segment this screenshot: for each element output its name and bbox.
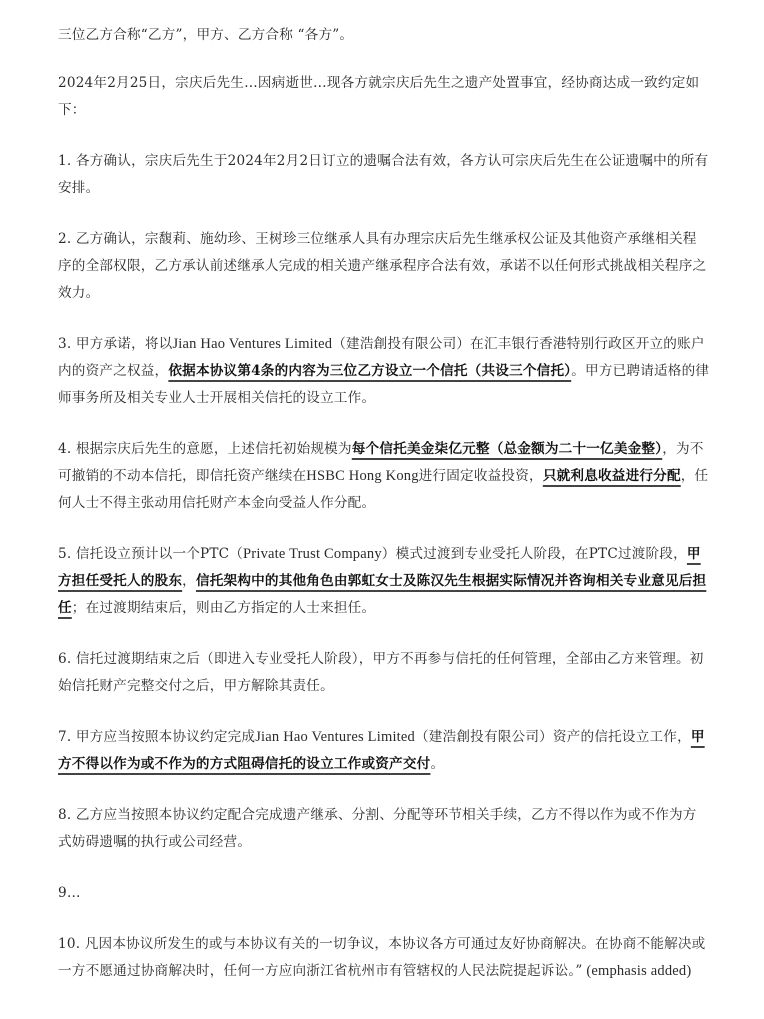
clause-10 — [58, 931, 710, 985]
intro-text: 三位乙方合称“乙方”，甲方、乙方合称 “各方”。 — [58, 27, 354, 43]
clause-8 — [58, 802, 710, 856]
clause-4-text-d: ，任何人士不得主张动用信托财产本金向受益人作分配。 — [58, 468, 709, 511]
clause-3-text-c: 。甲方已聘请适格的律师事务所及相关专业人士开展相关信托的设立工作。 — [58, 363, 710, 406]
clause-7-text-c: 。 — [430, 756, 445, 772]
clause-5-text-c: ， — [182, 573, 196, 589]
emphasis-added-note: (emphasis added) — [582, 963, 692, 979]
document-page — [58, 22, 710, 1009]
clause-4-text-c: 进行固定收益投资， — [418, 468, 543, 484]
clause-2-text: 2. 乙方确认，宗馥莉、施幼珍、王树珍三位继承人具有办理宗庆后先生继承权公证及其他资产承继相关程序的全部权限，乙方承认前述继承人完成的相关遗产继承程序合法有效，承诺不以任何形式挑战相关程序之效力。 — [58, 231, 707, 301]
clause-3-text-a: 3. 甲方承诺，将以 — [58, 336, 173, 352]
clause-7 — [58, 724, 710, 778]
clause-4-bank-name: HSBC Hong Kong — [306, 468, 419, 484]
clause-3 — [58, 331, 710, 412]
clause-5-emphasis-roles: 信托架构中的其他角色由郭虹女士及陈汉先生根据实际情况并咨询相关专业意见后担任 — [58, 573, 707, 616]
clause-1-text: 1. 各方确认，宗庆后先生于2024年2月2日订立的遗嘱合法有效，各方认可宗庆后先生在公证遗嘱中的所有安排。 — [58, 153, 709, 196]
clause-8-text: 8. 乙方应当按照本协议约定配合完成遗产继承、分割、分配等环节相关手续，乙方不得以作为或不作为方式妨碍遗嘱的执行或公司经营。 — [58, 807, 697, 850]
clause-7-emphasis: 甲方不得以作为或不作为的方式阻碍信托的设立工作或资产交付 — [58, 729, 705, 772]
preamble-text: 2024年2月25日，宗庆后先生…因病逝世…现各方就宗庆后先生之遗产处置事宜，经协商达成一致约定如下： — [58, 75, 700, 118]
clause-6 — [58, 646, 710, 700]
clause-6-text: 6. 信托过渡期结束之后（即进入专业受托人阶段），甲方不再参与信托的任何管理，全部由乙方来管理。初始信托财产完整交付之后，甲方解除其责任。 — [58, 651, 704, 694]
clause-5-text-a: 5. 信托设立预计以一个PTC（ — [58, 546, 244, 562]
clause-3-text-b: （建浩創投有限公司）在汇丰银行香港特别行政区开立的账户内的资产之权益， — [58, 336, 705, 379]
clause-5-emphasis-shareholder: 甲方担任受托人的股东 — [58, 546, 701, 589]
clause-1 — [58, 148, 710, 202]
clause-5-ptc-name: Private Trust Company — [243, 546, 382, 562]
clause-10-text: 10. 凡因本协议所发生的或与本协议有关的一切争议，本协议各方可通过友好协商解决。在协商不能解决或一方不愿通过协商解决时，任何一方应向浙江省杭州市有管辖权的人民法院提起诉讼。” — [58, 936, 706, 979]
clause-3-emphasis: 依据本协议第4条的内容为三位乙方设立一个信托（共设三个信托） — [168, 363, 572, 379]
clause-5 — [58, 541, 710, 622]
clause-5-text-b: ）模式过渡到专业受托人阶段，在PTC过渡阶段， — [381, 546, 687, 562]
clause-9 — [58, 880, 710, 907]
intro-paragraph — [58, 22, 710, 49]
clause-4 — [58, 436, 710, 517]
clause-3-company-name: Jian Hao Ventures Limited — [172, 336, 333, 352]
clause-4-emphasis-interest: 只就利息收益进行分配 — [542, 468, 681, 484]
clause-7-text-b: （建浩創投有限公司）资产的信托设立工作， — [415, 729, 691, 745]
clause-7-company-name: Jian Hao Ventures Limited — [255, 729, 415, 745]
clause-7-text-a: 7. 甲方应当按照本协议约定完成 — [58, 729, 256, 745]
clause-9-text: 9… — [58, 885, 81, 901]
clause-4-text-a: 4. 根据宗庆后先生的意愿，上述信托初始规模为 — [58, 441, 352, 457]
clause-4-text-b: ，为不可撤销的不动本信托，即信托资产继续在 — [58, 441, 704, 484]
clause-5-text-d: ；在过渡期结束后，则由乙方指定的人士来担任。 — [71, 600, 376, 616]
clause-2 — [58, 226, 710, 307]
clause-4-emphasis-amount: 每个信托美金柒亿元整（总金额为二十一亿美金整） — [351, 441, 663, 457]
preamble-paragraph — [58, 70, 710, 124]
